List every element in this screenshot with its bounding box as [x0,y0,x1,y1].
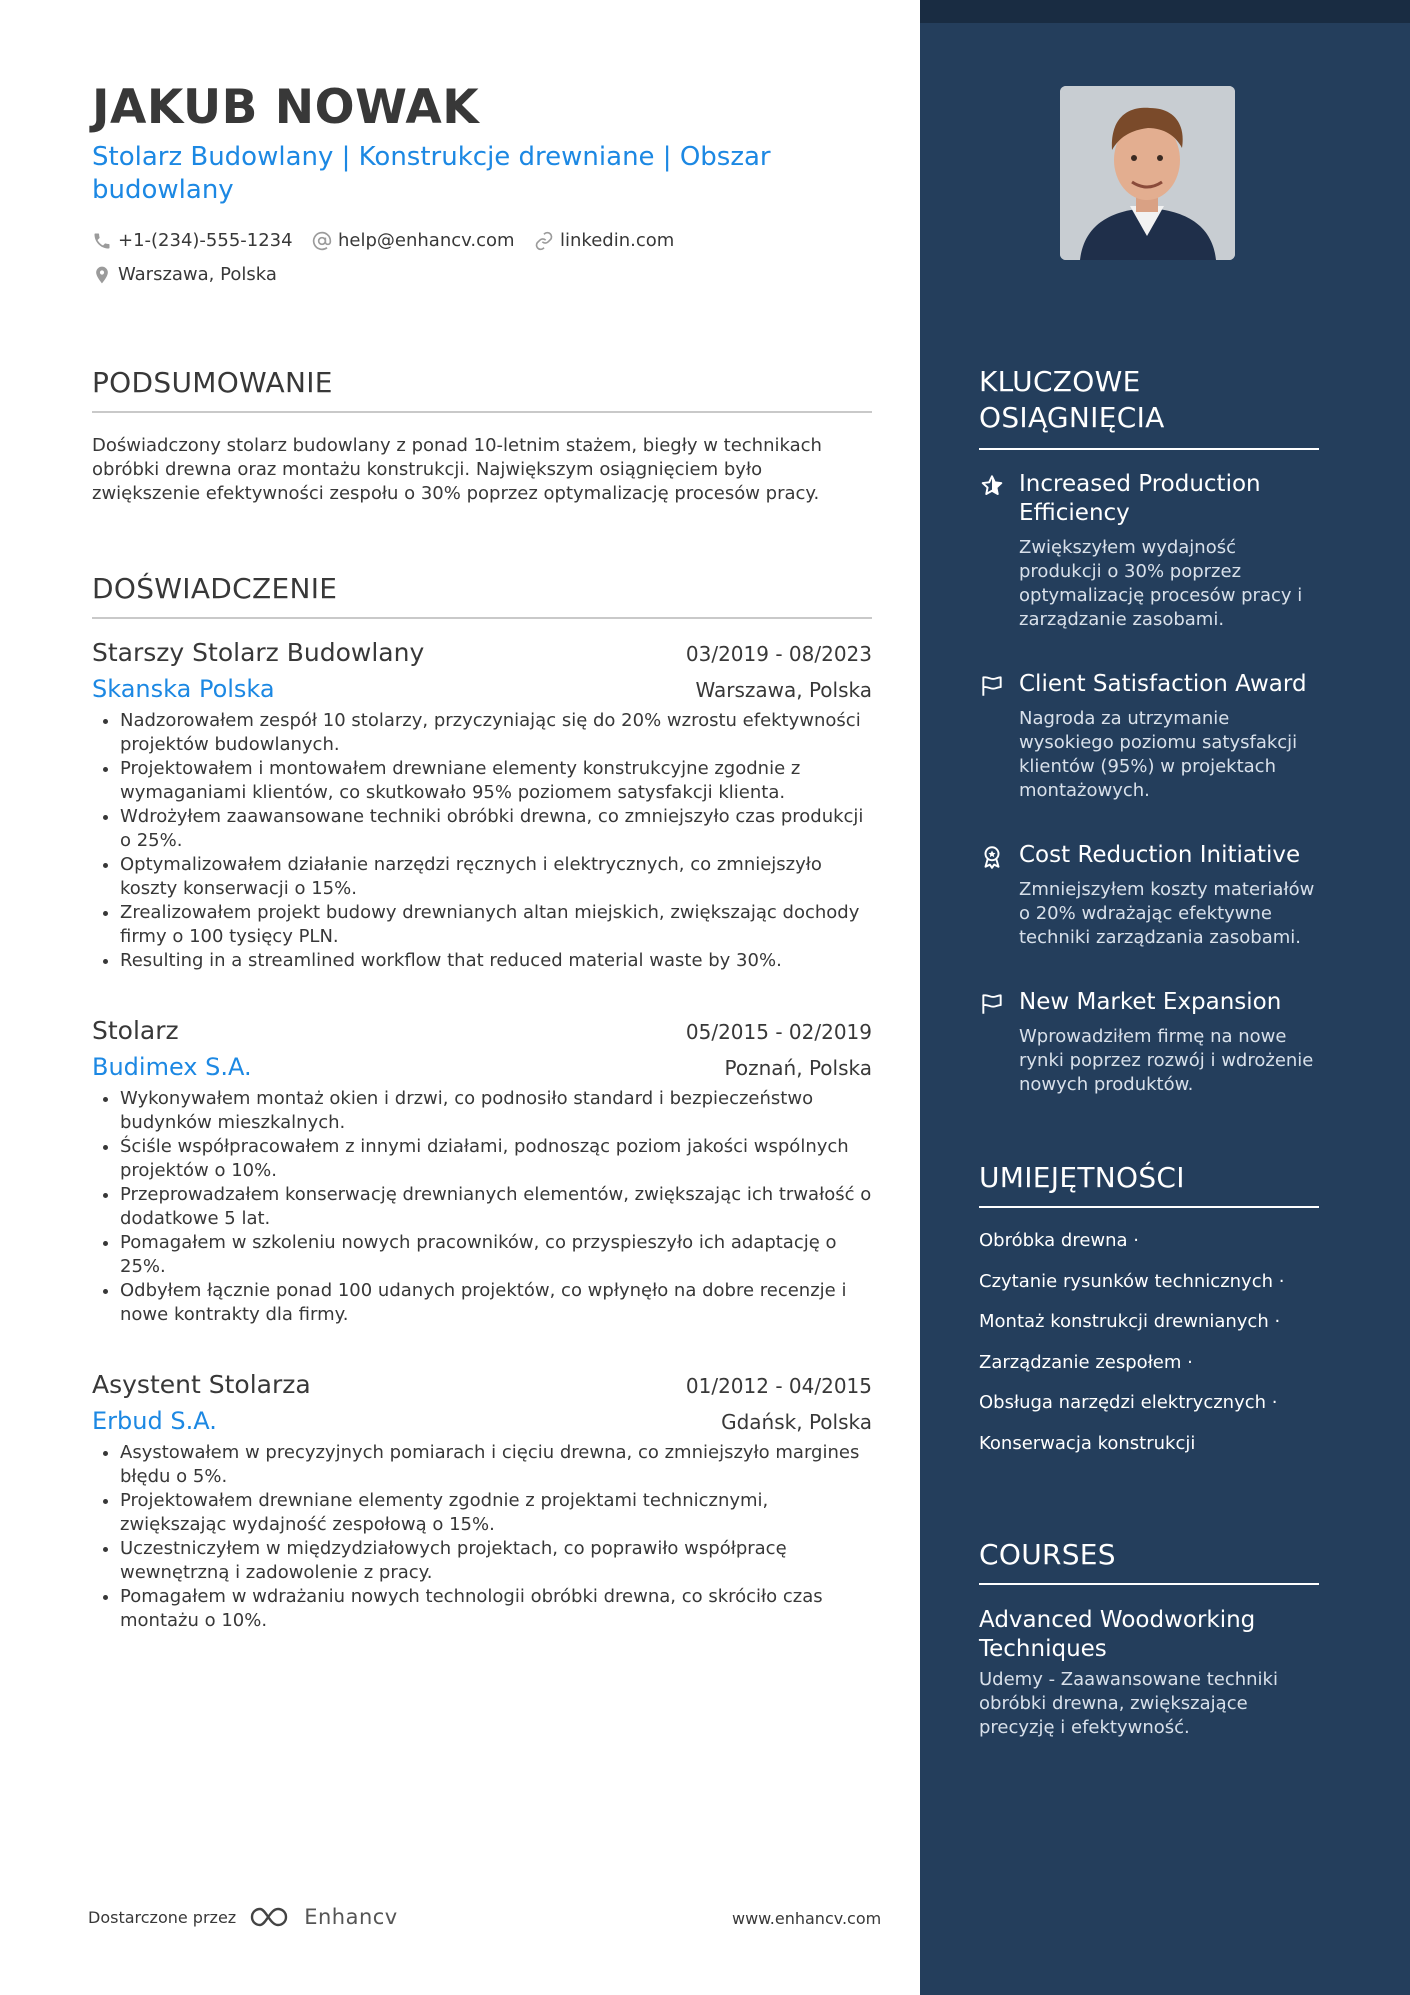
skill-item: Montaż konstrukcji drewnianych · [979,1311,1281,1332]
skill-item: Czytanie rysunków technicznych · [979,1271,1285,1292]
achievement-title: New Market Expansion [1019,989,1282,1015]
achievement-description: Zmniejszyłem koszty materiałów o 20% wdrażając efektywne techniki zarządzania zasobami. [1019,879,1315,948]
job-bullet: • Ściśle współpracowałem z innymi działami, podnosząc poziom jakości wspólnych projektów o 10%. [120,1135,872,1183]
skill-item: Obróbka drewna · [979,1230,1140,1251]
job-bullet: • Wdrożyłem zaawansowane techniki obróbki drewna, co zmniejszyło czas produkcji o 25%. [120,805,872,853]
contact-email[interactable] [312,230,515,251]
job-company[interactable]: Skanska Polska [92,675,275,703]
achievement-item [979,988,1319,1097]
skills-heading: UMIEJĘTNOŚCI [979,1161,1185,1194]
job-bullet: • Nadzorowałem zespół 10 stolarzy, przyczyniając się do 20% wzrostu efektywności projektów budowlanych. [120,709,872,757]
contact-location [92,264,277,285]
job-location: Poznań, Polska [724,1056,872,1080]
summary-heading: PODSUMOWANIE [92,366,333,399]
job-dates: 05/2015 - 02/2019 [685,1020,872,1044]
job-entry [92,1370,872,1633]
job-bullet: • Pomagałem w szkoleniu nowych pracowników, co przyspieszyło ich adaptację o 25%. [120,1231,872,1279]
job-title: Asystent Stolarza [92,1370,311,1399]
achievement-item [979,841,1319,950]
profile-photo [1060,86,1235,260]
flag-icon [979,673,1005,699]
job-bullet: • Wykonywałem montaż okien i drzwi, co podnosiło standard i bezpieczeństwo budynków mieszkalnych. [120,1087,872,1135]
achievement-description: Wprowadziłem firmę na nowe rynki poprzez rozwój i wdrożenie nowych produktów. [1019,1026,1314,1095]
enhancv-brand[interactable]: Enhancv [304,1905,398,1929]
skill-item: Obsługa narzędzi elektrycznych · [979,1392,1278,1413]
job-bullet: • Przeprowadzałem konserwację drewnianych elementów, zwiększając ich trwałość o dodatkowe 5 lat. [120,1183,872,1231]
job-bullet: • Uczestniczyłem w międzydziałowych projektach, co poprawiło współpracę wewnętrzną i zadowolenie z pracy. [120,1537,872,1585]
job-company[interactable]: Budimex S.A. [92,1053,252,1081]
job-dates: 01/2012 - 04/2015 [685,1374,872,1398]
skill-item: Konserwacja konstrukcji [979,1433,1196,1454]
contact-linkedin[interactable] [534,230,674,251]
job-entry [92,638,872,973]
headline: Stolarz Budowlany | Konstrukcje drewniane | Obszar budowlany [92,142,771,205]
phone-text: +1-(234)-555-1234 [118,230,293,251]
achievement-description: Zwiększyłem wydajność produkcji o 30% poprzez optymalizację procesów pracy i zarządzanie zasobami. [1019,537,1303,630]
job-bullet: • Pomagałem w wdrażaniu nowych technologii obróbki drewna, co skróciło czas montażu o 10%. [120,1585,872,1633]
email-text: help@enhancv.com [338,230,515,251]
link-icon [534,231,554,251]
achievements-heading: KLUCZOWE OSIĄGNIĘCIA [979,365,1165,434]
job-location: Warszawa, Polska [695,678,872,702]
enhancv-logo-icon [248,1904,296,1930]
job-bullets [92,709,872,973]
phone-icon [92,231,112,251]
experience-heading: DOŚWIADCZENIE [92,572,338,605]
linkedin-text: linkedin.com [560,230,675,251]
job-title: Stolarz [92,1016,179,1045]
location-pin-icon [92,265,112,285]
contact-phone[interactable] [92,230,293,251]
job-bullet: • Projektowałem drewniane elementy zgodnie z projektami technicznymi, zwiększając wydajność zespołową o 15%. [120,1489,872,1537]
job-bullet: • Zrealizowałem projekt budowy drewnianych altan miejskich, zwiększając dochody firmy o 100 tysięcy PLN. [120,901,872,949]
person-avatar-icon [1060,86,1235,260]
footer-powered-by [88,1904,398,1930]
award-icon [979,844,1005,870]
job-bullet: • Resulting in a streamlined workflow that reduced material waste by 30%. [120,949,872,973]
job-bullets [92,1087,872,1327]
footer-website[interactable]: www.enhancv.com [732,1909,882,1928]
job-bullet: • Asystowałem w precyzyjnych pomiarach i cięciu drewna, co zmniejszyło margines błędu o 5%. [120,1441,872,1489]
courses-heading: COURSES [979,1538,1116,1571]
job-company[interactable]: Erbud S.A. [92,1407,217,1435]
at-icon [312,231,332,251]
star-icon [979,473,1005,499]
experience-divider [92,617,872,619]
job-bullet: • Optymalizowałem działanie narzędzi ręcznych i elektrycznych, co zmniejszyło koszty konserwacji o 15%. [120,853,872,901]
achievement-title: Client Satisfaction Award [1019,671,1307,697]
job-location: Gdańsk, Polska [721,1410,872,1434]
job-dates: 03/2019 - 08/2023 [685,642,872,666]
achievements-divider [979,448,1319,450]
location-text: Warszawa, Polska [118,264,277,285]
courses-divider [979,1583,1319,1585]
job-title: Starszy Stolarz Budowlany [92,638,425,667]
achievement-item [979,670,1319,803]
sidebar [920,0,1410,1995]
job-bullet: • Odbyłem łącznie ponad 100 udanych projektów, co wpłynęło na dobre recenzje i nowe kontrakty dla firmy. [120,1279,872,1327]
summary-text: Doświadczony stolarz budowlany z ponad 10-letnim stażem, biegły w technikach obróbki drewna oraz montażu konstrukcji. Największym osiągnięciem było zwiększenie efektywności zespołu o 30% poprzez optymalizację procesów pracy. [92,435,822,504]
sidebar-top-band [920,0,1410,23]
achievement-description: Nagroda za utrzymanie wysokiego poziomu satysfakcji klientów (95%) w projektach montażowych. [1019,708,1298,801]
flag-icon [979,991,1005,1017]
job-bullets [92,1441,872,1633]
job-entry [92,1016,872,1327]
course-description: Udemy - Zaawansowane techniki obróbki drewna, zwiększające precyzję i efektywność. [979,1669,1278,1738]
achievement-item [979,470,1319,632]
achievement-title: Cost Reduction Initiative [1019,842,1301,868]
job-bullet: • Projektowałem i montowałem drewniane elementy konstrukcyjne zgodnie z wymaganiami klientów, co skutkowało 95% poziomem satysfakcji klienta. [120,757,872,805]
achievement-title: Increased Production Efficiency [1019,471,1261,526]
candidate-name: JAKUB NOWAK [92,80,480,135]
powered-by-text: Dostarczone przez [88,1907,237,1927]
summary-divider [92,411,872,413]
course-title: Advanced Woodworking Techniques [979,1607,1256,1662]
skill-item: Zarządzanie zespołem · [979,1352,1193,1373]
skills-divider [979,1206,1319,1208]
